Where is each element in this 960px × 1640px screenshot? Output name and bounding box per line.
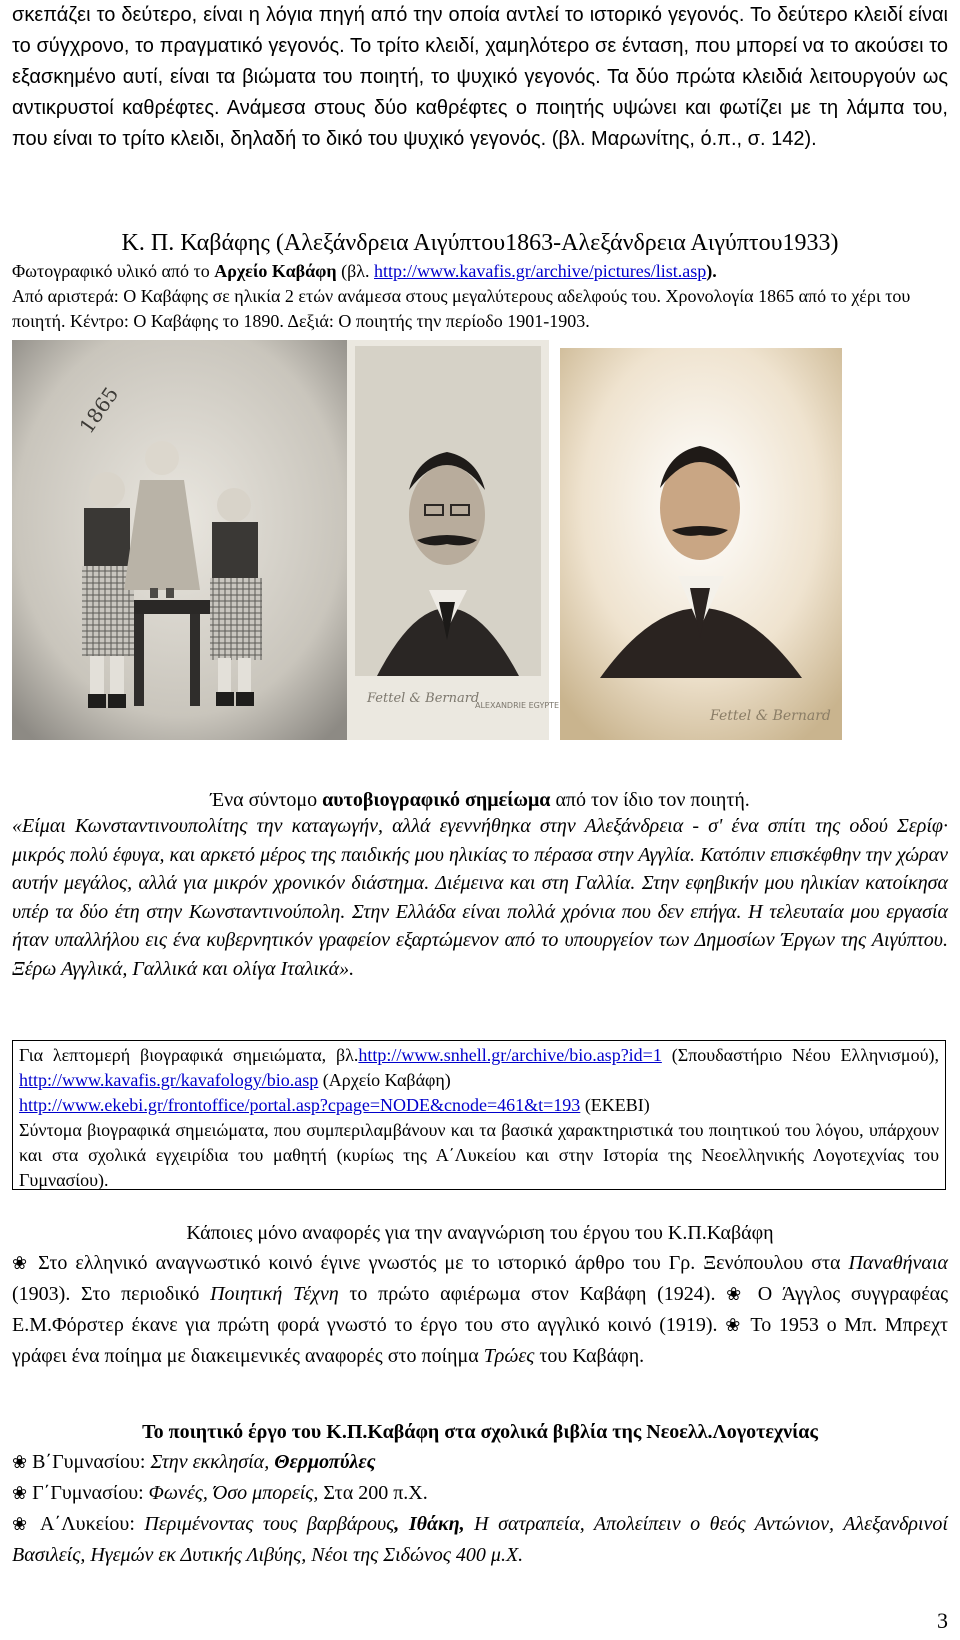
- photo-caption: [12, 259, 948, 334]
- ref-text: Ο Άγγλος συγγραφέας Ε.Μ.Φόρστερ έκανε για πρώτη φορά γνωστό το έργο του στο αγγλικό κοινό (1919).: [12, 1283, 949, 1336]
- poem-title: Η σατραπεία, Απολείπειν ο θεός Αντώνιον, Αλεξανδρινοί Βασιλείς, Ηγεμών εκ Δυτικής Λιβύης, Νέοι της Σιδώνος 400 μ.Χ.: [12, 1513, 948, 1566]
- studio-stamp: Fettel & Bernard: [710, 708, 831, 724]
- ref-text: (1903). Στο περιοδικό: [12, 1283, 211, 1305]
- caption-text: Φωτογραφικό υλικό από το: [12, 261, 215, 281]
- caption-line-1: [12, 259, 948, 284]
- ref-text: το πρώτο αφιέρωμα στον Καβάφη (1924).: [338, 1283, 727, 1305]
- flower-icon: ❀: [12, 1483, 28, 1504]
- autobio-quote: [12, 812, 948, 983]
- autobio-title-text: από τον ίδιο τον ποιητή.: [550, 789, 750, 811]
- box-text: (ΕΚΕΒΙ): [580, 1095, 650, 1115]
- archive-link[interactable]: http://www.kavafis.gr/archive/pictures/list.asp: [374, 261, 707, 281]
- separator: ,: [264, 1451, 275, 1473]
- poem-title: Φωνές, Όσο μπορείς,: [148, 1482, 319, 1504]
- photo-cavafy-1890: [347, 340, 560, 740]
- snhell-link[interactable]: http://www.snhell.gr/archive/bio.asp?id=1: [358, 1045, 662, 1065]
- flower-icon: ❀: [725, 1315, 744, 1336]
- ref-italic: Ποιητική Τέχνη: [210, 1283, 339, 1305]
- list-item: [12, 1447, 948, 1478]
- poem-title-bold: , Ιθάκη,: [394, 1513, 465, 1535]
- bio-links-paragraph: [19, 1043, 939, 1118]
- poem-title-bold: Θερμοπύλες: [274, 1451, 376, 1473]
- page-number: 3: [937, 1608, 948, 1633]
- studio-stamp-right: ALEXANDRIE EGYPTE: [475, 701, 560, 710]
- list-item: [12, 1478, 948, 1509]
- box-text: (Αρχείο Καβάφη): [318, 1070, 451, 1090]
- photo-row: [0, 340, 960, 760]
- autobio-title-text: Ένα σύντομο: [210, 789, 323, 811]
- box-text: (Σπουδαστήριο Νέου Ελληνισμού),: [661, 1045, 939, 1065]
- ref-italic: Τρώες: [483, 1345, 535, 1367]
- list-item: [12, 1509, 948, 1570]
- school-books-title: Το ποιητικό έργο του Κ.Π.Καβάφη στα σχολικά βιβλία της Νεοελλ.Λογοτεχνίας: [142, 1421, 818, 1443]
- school-books-list: [12, 1447, 948, 1570]
- ref-text: του Καβάφη.: [534, 1345, 645, 1367]
- flower-icon: ❀: [12, 1514, 32, 1535]
- photo-inscription: 1865: [74, 382, 124, 438]
- photo-cavafy-1901: [560, 348, 842, 740]
- intro-paragraph-block: [12, 0, 948, 155]
- caption-text: ).: [706, 261, 717, 281]
- ref-text: Στο ελληνικό αναγνωστικό κοινό έγινε γνωστός με το ιστορικό άρθρο του Γρ. Ξενόπουλου στα: [30, 1252, 849, 1274]
- ref-italic: Παναθήναια: [848, 1252, 948, 1274]
- box-summary: Σύντομα βιογραφικά σημειώματα, που συμπεριλαμβάνουν και τα βασικά χαρακτηριστικά του ποιητικού του λόγου, υπάρχουν και στα σχολικά εγχειρίδια του μαθητή (κυρίως της Α΄Λυκείου και στην Ιστορία της Νεοελληνικής Λογοτεχνίας του Γυμνασίου).: [19, 1120, 939, 1190]
- references-title: Κάποιες μόνο αναφορές για την αναγνώριση του έργου του Κ.Π.Καβάφη: [186, 1222, 774, 1244]
- photo-children-1865: [12, 340, 347, 740]
- intro-paragraph: σκεπάζει το δεύτερο, είναι η λόγια πηγή από την οποία αντλεί το ιστορικό γεγονός. Το δεύτερο κλειδί είναι το σύγχρονο, το πραγματικό γεγονός. Το τρίτο κλειδί, χαμηλότερο σε ένταση, που μπορεί να το ακούσει το εξασκημένο αυτί, είναι τα βιώματα του ποιητή, το ψυχικό γεγονός. Τα δύο πρώτα κλειδιά λειτουργούν ως αντικρυστοί καθρέφτες. Ανάμεσα στους δύο καθρέφτες ο ποιητής υψώνει και φωτίζει με τη λάμπα του, που είναι το τρίτο κλειδι, δηλαδή το δικό του ψυχικό γεγονός. (βλ. Μαρωνίτης, ό.π., σ. 142).: [12, 4, 948, 150]
- flower-icon: ❀: [726, 1284, 747, 1305]
- flower-icon: ❀: [12, 1253, 31, 1274]
- ekebi-link[interactable]: http://www.ekebi.gr/frontoffice/portal.asp?cpage=NODE&cnode=461&t=193: [19, 1095, 581, 1115]
- references-paragraph: [12, 1248, 948, 1371]
- kavafis-bio-link[interactable]: http://www.kavafis.gr/kavafology/bio.asp: [19, 1070, 319, 1090]
- autobio-quote-text: «Είμαι Κωνσταντινουπολίτης την καταγωγήν, αλλά εγεννήθηκα στην Αλεξάνδρεια - σ' ένα σπίτι της οδού Σερίφ· μικρός πολύ έφυγα, και αρκετό μέρος της παιδικής μου ηλικίας το πέρασα στην Αγγλία. Κατόπιν επισκέφθην την χώραν αυτήν μεγάλος, αλλά για μικρόν χρονικόν διάστημα. Διέμεινα και στη Γαλλία. Στην εφηβικήν μου ηλικίαν κατοίκησα υπέρ τα δύο έτη στην Κωνσταντινούπολη. Στην Ελλάδα είναι πολλά χρόνια που δεν επήγα. Η τελευταία μου εργασία ήταν υπαλλήλου εις ένα κυβερνητικόν γραφείον εξαρτώμενον από το υπουργείον των Δημοσίων Έργων της Αιγύπτου. Ξέρω Αγγλικά, Γαλλικά και ολίγα Ιταλικά».: [12, 815, 948, 980]
- poem-title: Περιμένοντας τους βαρβάρους: [144, 1513, 395, 1535]
- box-text: Για λεπτομερή βιογραφικά σημειώματα, βλ.: [19, 1045, 359, 1065]
- grade-label: Γ΄Γυμνασίου:: [27, 1482, 149, 1504]
- ref-text: Το 1953 ο Μπ. Μπρεχτ γράφει ένα ποίημα με διακειμενικές αναφορές στο ποίημα: [12, 1314, 948, 1367]
- archive-name: Αρχείο Καβάφη: [214, 261, 337, 281]
- autobio-title-bold: αυτοβιογραφικό σημείωμα: [322, 789, 551, 811]
- references-text: [12, 1248, 948, 1371]
- bio-links-box: [12, 1040, 946, 1190]
- autobio-title: [0, 786, 960, 814]
- grade-label: Α΄Λυκείου:: [31, 1513, 145, 1535]
- grade-label: Β΄Γυμνασίου:: [27, 1451, 151, 1473]
- studio-stamp-left: Fettel & Bernard: [367, 691, 480, 706]
- caption-line-2: Από αριστερά: Ο Καβάφης σε ηλικία 2 ετών ανάμεσα στους μεγαλύτερους αδελφούς του. Χρονολογία 1865 από το χέρι του ποιητή. Κέντρο: Ο Καβάφης το 1890. Δεξιά: Ο ποιητής την περίοδο 1901-1903.: [12, 286, 911, 331]
- poem-title: Στην εκκλησία: [150, 1451, 265, 1473]
- caption-text: (βλ.: [336, 261, 374, 281]
- poem-title: Στα 200 π.Χ.: [318, 1482, 428, 1504]
- flower-icon: ❀: [12, 1452, 28, 1473]
- cavafy-title: Κ. Π. Καβάφης (Αλεξάνδρεια Αιγύπτου1863-Αλεξάνδρεια Αιγύπτου1933): [121, 230, 839, 256]
